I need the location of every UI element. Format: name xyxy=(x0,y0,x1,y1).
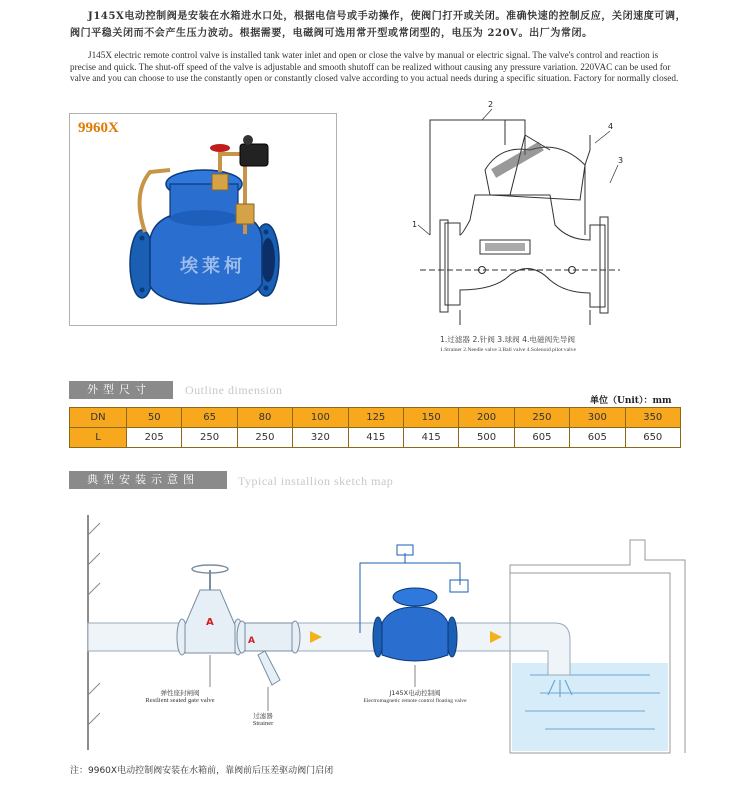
l-cell: 605 xyxy=(514,428,569,448)
dn-cell: 300 xyxy=(570,408,625,428)
product-photo xyxy=(69,113,337,326)
dn-cell: 125 xyxy=(348,408,403,428)
control-valve-label xyxy=(320,689,510,705)
dn-cell: 100 xyxy=(293,408,348,428)
install-note: 注：9960X电动控制阀安装在水箱前，靠阀前后压差驱动阀门启闭 xyxy=(70,766,334,776)
callout-2: 2 xyxy=(488,100,494,109)
installation-sketch xyxy=(60,515,700,755)
gate-valve-label-cn: 弹性座封闸阀 xyxy=(160,689,200,697)
strainer-label xyxy=(233,712,293,728)
intro-cn: J145X电动控制阀是安装在水箱进水口处，根据电信号或手动操作，使阀门打开或关闭。准确快速的控制反应，关闭速度可调，阀门平稳关闭而不会产生压力波动。根据需要，电磁阀可选用常开型或常闭型的，电压为 220V。出厂为常闭。 xyxy=(70,11,687,39)
dn-cell: 250 xyxy=(514,408,569,428)
dn-cell: 150 xyxy=(403,408,458,428)
table-row xyxy=(70,408,681,428)
dn-cell: 350 xyxy=(625,408,680,428)
svg-text:A: A xyxy=(206,617,214,628)
l-cell: 415 xyxy=(348,428,403,448)
valve-photo-illustration xyxy=(70,114,336,325)
diagram-legend xyxy=(440,335,640,355)
table-row xyxy=(70,428,681,448)
dn-header: DN xyxy=(70,408,127,428)
intro-en: J145X electric remote control valve is installed tank water inlet and open or close the valve by manual or electric signal. The valve's control and reaction is precise and quick. The shut-off speed of the valve is adjustable and smooth shutoff can be realized without causing any pressure variation. 220VAC can be used for valve and you can choose to use the constantly open or constantly closed valve according to you actual needs during a specific situation. Factory for normally closed. xyxy=(70,50,679,83)
watermark: 埃莱柯 xyxy=(180,256,246,277)
l-cell: 205 xyxy=(127,428,182,448)
l-cell: 415 xyxy=(403,428,458,448)
legend-en: 1.Strainer 2.Needle valve 3.Ball valve 4.Solenoid pilot valve xyxy=(440,347,576,353)
callout-4: 4 xyxy=(608,122,614,131)
l-cell: 250 xyxy=(182,428,237,448)
l-cell: 320 xyxy=(293,428,348,448)
dn-cell: 50 xyxy=(127,408,182,428)
install-title: 典型安装示意图 xyxy=(69,471,227,489)
strainer-label-en: Strainer xyxy=(252,720,274,727)
dimension-title-en: Outline dimension xyxy=(185,383,283,397)
svg-text:A: A xyxy=(248,636,255,646)
unit-label: 单位（Unit）：mm xyxy=(590,396,672,406)
callout-3: 3 xyxy=(618,156,624,165)
install-title-en: Typical installion sketch map xyxy=(238,474,394,488)
l-header: L xyxy=(70,428,127,448)
control-valve-label-cn: J145X电动控制阀 xyxy=(389,689,441,697)
model-label: 9960X xyxy=(78,120,119,136)
control-valve-illustration xyxy=(360,545,468,661)
dn-cell: 65 xyxy=(182,408,237,428)
dimension-table xyxy=(69,407,681,448)
strainer-label-cn: 过滤器 xyxy=(253,712,273,720)
dn-cell: 200 xyxy=(459,408,514,428)
l-cell: 500 xyxy=(459,428,514,448)
dimension-title: 外型尺寸 xyxy=(69,381,173,399)
control-valve-label-en: Electromagnetic remote control floating valve xyxy=(363,698,467,704)
l-cell: 605 xyxy=(570,428,625,448)
gate-valve-illustration xyxy=(177,565,243,655)
callout-1: 1 xyxy=(412,220,418,229)
gate-valve-label xyxy=(120,689,240,705)
cross-section-diagram xyxy=(400,95,625,335)
l-cell: 250 xyxy=(237,428,292,448)
strainer-illustration xyxy=(237,621,300,685)
gate-valve-label-en: Resilient seated gate valve xyxy=(145,697,215,704)
legend-cn: 1.过滤器 2.针阀 3.球阀 4.电磁阀先导阀 xyxy=(440,335,575,344)
l-cell: 650 xyxy=(625,428,680,448)
dn-cell: 80 xyxy=(237,408,292,428)
